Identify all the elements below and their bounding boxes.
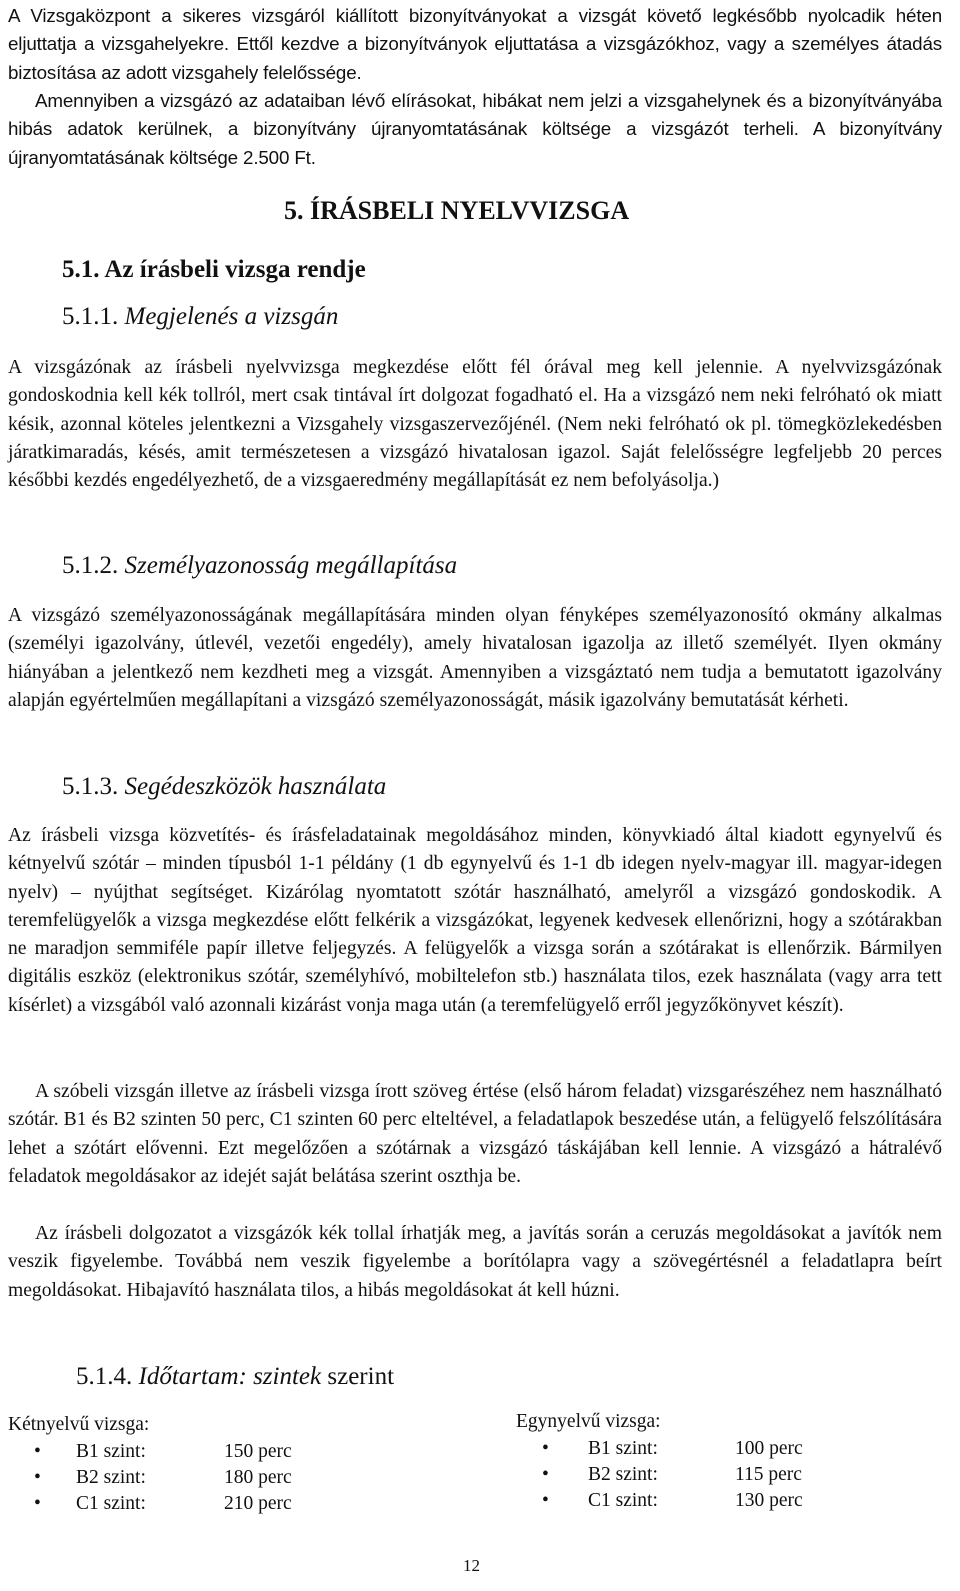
- monolingual-list: [542, 1436, 842, 1514]
- subsection-title: Megjelenés a vizsgán: [124, 303, 339, 330]
- list-item: [34, 1491, 334, 1517]
- subsection-number: 5.1.2.: [62, 552, 119, 579]
- subsection-5-1-2-heading: [62, 552, 457, 580]
- bullet-icon: •: [34, 1493, 41, 1514]
- subsection-5-1-1-heading: [62, 303, 338, 331]
- subsection-5-1-3-body-1: Az írásbeli vizsga közvetítés- és írásfeladatainak megoldásához minden, könyvkiadó által kiadott egynyelvű és kétnyelvű szótár – minden típusból 1-1 példány (1 db egynyelvű és 1-1 db idegen nyelv-magyar ill. magyar-idegen nyelv) – nyújthat segítséget. Kizárólag nyomtatott szótár használható, amelyről a vizsgázó gondoskodik. A teremfelügyelők a vizsga megkezdése előtt felkérik a vizsgázókat, legyenek kedvesek ellenőrizni, hogy a szótárakban ne maradjon semmiféle papír illetve feljegyzés. A felügyelők a vizsga során a szótárakat is ellenőrzik. Bármilyen digitális eszköz (elektronikus szótár, személyhívó, mobiltelefon stb.) használata tilos, ezek használata (vagy arra tett kísérlet) a vizsgából való azonnali kizárást vonja maga után (a teremfelügyelő erről jegyzőkönyvet készít).: [8, 825, 942, 1016]
- subsection-5-1-3-body-2: A szóbeli vizsgán illetve az írásbeli vizsga írott szöveg értése (első három feladat) vizsgarészéhez nem használható szótár. B1 és B2 szinten 50 perc, C1 szinten 60 perc elteltével, a feladatlapok beszedése után, a felügyelő felszólítására lehet a szótárt elővenni. Ezt megelőzően a szótárnak a vizsgázó táskájában kell lennie. A vizsgázó a hátralévő feladatok megoldásakor az idejét saját belátása szerint oszthja be.: [8, 1081, 942, 1187]
- subsection-title-suffix: szerint: [327, 1363, 395, 1390]
- bullet-icon: •: [542, 1438, 549, 1459]
- section-title: 5.1. Az írásbeli vizsga rendje: [62, 256, 366, 283]
- duration-value: 115 perc: [735, 1464, 802, 1485]
- intro-paragraph-1: A Vizsgaközpont a sikeres vizsgáról kiállított bizonyítványokat a vizsgát követő legkésőbb nyolcadik héten eljuttatja a vizsgahelyekre. Ettől kezdve a bizonyítványok eljuttatása a vizsgázókhoz, vagy a személyes átadás biztosítása az adott vizsgahely felelőssége.: [8, 5, 942, 83]
- subsection-5-1-1-body: A vizsgázónak az írásbeli nyelvvizsga megkezdése előtt fél órával meg kell jelennie. A nyelvvizsgázónak gondoskodnia kell kék tollról, mert csak tintával írt dolgozat fogadható el. Ha a vizsgázó nem neki felróható ok miatt késik, azonnal köteles jelentkezni a Vizsgahely vizsgaszervezőjénél. (Nem neki felróható ok pl. tömegközlekedésben járatkimaradás, késés, amit természetesen a vizsgázó hivatalosan igazol. Saját felelősségre legfeljebb 20 perces későbbi kezdés engedélyezhető, de a vizsgaeredmény megállapítását ez nem befolyásolja.): [8, 357, 942, 492]
- subsection-title: Időtartam: szintek: [138, 1363, 322, 1390]
- level-label: B2 szint:: [588, 1464, 658, 1485]
- level-label: C1 szint:: [76, 1493, 146, 1514]
- subsection-number: 5.1.1.: [62, 303, 119, 330]
- subsection-number: 5.1.4.: [76, 1363, 133, 1390]
- monolingual-heading: Egynyelvű vizsga:: [516, 1411, 661, 1432]
- subsection-title: Segédeszközök használata: [124, 773, 387, 800]
- bullet-icon: •: [34, 1441, 41, 1462]
- subsection-5-1-2-body: A vizsgázó személyazonosságának megállapítására minden olyan fényképes személyazonosító okmány alkalmas (személyi igazolvány, útlevél, vezetői engedély), amely hivatalosan igazolja az illető személyét. Ilyen okmány hiányában a jelentkező nem kezdheti meg a vizsgát. Amennyiben a vizsgáztató nem tudja a bemutatott igazolvány alapján egyértelműen megállapítani a vizsgázó személyazonosságát, másik igazolvány bemutatását kérheti.: [8, 605, 942, 711]
- subsection-title: Személyazonosság megállapítása: [124, 552, 458, 579]
- list-item: [542, 1488, 842, 1514]
- level-label: B2 szint:: [76, 1467, 146, 1488]
- duration-value: 100 perc: [735, 1438, 803, 1459]
- page-number: 12: [463, 1556, 480, 1575]
- duration-value: 130 perc: [735, 1490, 803, 1511]
- bilingual-heading: Kétnyelvű vizsga:: [8, 1414, 150, 1435]
- level-label: B1 szint:: [76, 1441, 146, 1462]
- subsection-5-1-3-heading: [62, 773, 386, 801]
- subsection-5-1-4-heading: [76, 1363, 394, 1391]
- list-item: [542, 1436, 842, 1462]
- subsection-5-1-3-body-3: Az írásbeli dolgozatot a vizsgázók kék tollal írhatják meg, a javítás során a ceruzás megoldásokat a javítók nem veszik figyelembe. Továbbá nem veszik figyelembe a borítólapra vagy a szövegértésnél a feladatlapra beírt megoldásokat. Hibajavító használata tilos, a hibás megoldásokat át kell húzni.: [8, 1223, 942, 1301]
- duration-value: 150 perc: [224, 1441, 292, 1462]
- bullet-icon: •: [542, 1490, 549, 1511]
- list-item: [542, 1462, 842, 1488]
- bullet-icon: •: [34, 1467, 41, 1488]
- intro-paragraph-2: Amennyiben a vizsgázó az adataiban lévő elírásokat, hibákat nem jelzi a vizsgahelynek és a bizonyítványába hibás adatok kerülnek, a bizonyítvány újranyomtatásának költsége a vizsgázót terheli. A bizonyítvány újranyomtatásának költsége 2.500 Ft.: [8, 90, 942, 168]
- chapter-title: 5. ÍRÁSBELI NYELVVIZSGA: [284, 196, 630, 225]
- level-label: B1 szint:: [588, 1438, 658, 1459]
- list-item: [34, 1465, 334, 1491]
- bullet-icon: •: [542, 1464, 549, 1485]
- subsection-number: 5.1.3.: [62, 773, 119, 800]
- list-item: [34, 1439, 334, 1465]
- duration-value: 180 perc: [224, 1467, 292, 1488]
- bilingual-list: [34, 1439, 334, 1517]
- duration-value: 210 perc: [224, 1493, 292, 1514]
- level-label: C1 szint:: [588, 1490, 658, 1511]
